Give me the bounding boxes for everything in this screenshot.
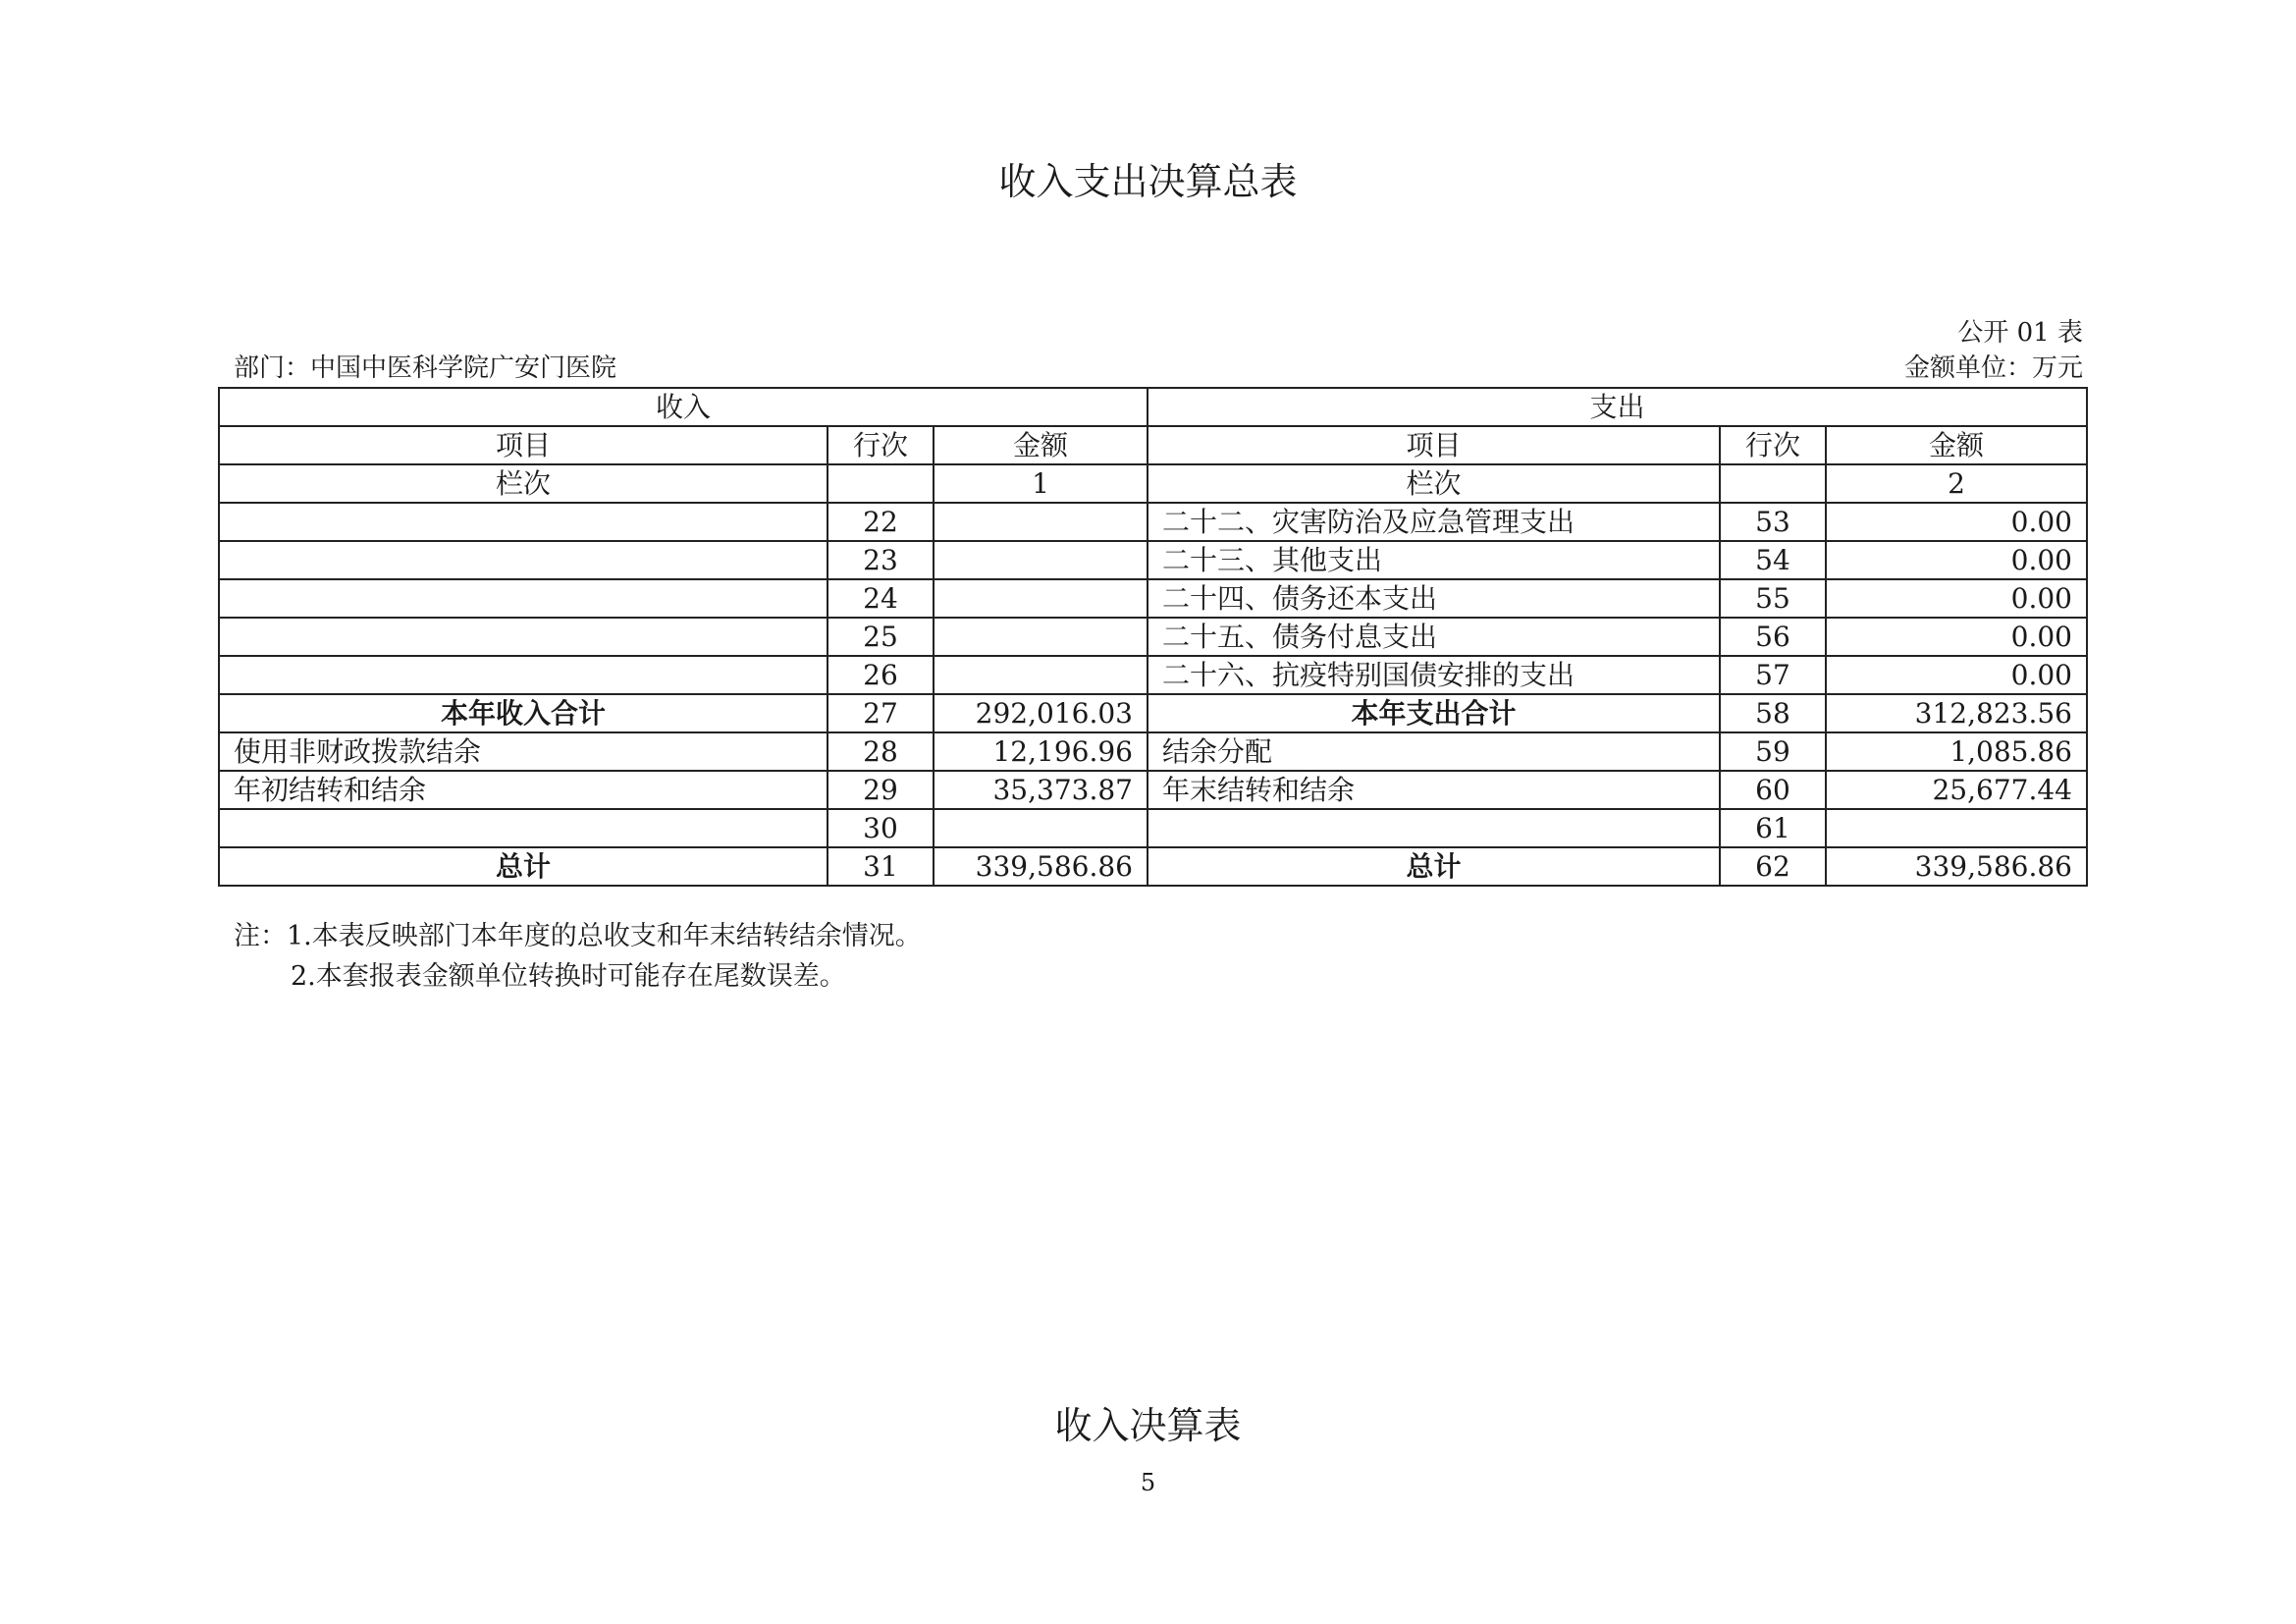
expense-amount: 339,586.86 bbox=[1826, 847, 2087, 886]
expense-item: 二十六、抗疫特别国债安排的支出 bbox=[1148, 656, 1720, 694]
empty-cell bbox=[1720, 464, 1826, 503]
expense-amount: 0.00 bbox=[1826, 656, 2087, 694]
expense-item: 二十四、债务还本支出 bbox=[1148, 579, 1720, 618]
income-line-number: 27 bbox=[828, 694, 934, 732]
department-label: 部门：中国中医科学院广安门医院 bbox=[234, 353, 617, 383]
table-section-header-row bbox=[219, 388, 2087, 426]
income-line-number: 24 bbox=[828, 579, 934, 618]
income-line-number: 31 bbox=[828, 847, 934, 886]
expense-line-number: 56 bbox=[1720, 618, 1826, 656]
expense-amount: 0.00 bbox=[1826, 503, 2087, 541]
income-amount bbox=[934, 618, 1148, 656]
expense-column-label: 栏次 bbox=[1148, 464, 1720, 503]
expense-amount-header: 金额 bbox=[1826, 426, 2087, 464]
table-row bbox=[219, 579, 2087, 618]
grand-total-row bbox=[219, 847, 2087, 886]
form-code: 公开 01 表 bbox=[1957, 318, 2083, 348]
table-row bbox=[219, 771, 2087, 809]
expense-line-number: 53 bbox=[1720, 503, 1826, 541]
expense-line-number: 54 bbox=[1720, 541, 1826, 579]
income-line-number: 28 bbox=[828, 732, 934, 771]
table-row bbox=[219, 541, 2087, 579]
expense-line-number: 60 bbox=[1720, 771, 1826, 809]
income-amount bbox=[934, 656, 1148, 694]
income-item: 年初结转和结余 bbox=[219, 771, 828, 809]
income-amount-header: 金额 bbox=[934, 426, 1148, 464]
page-title: 收入支出决算总表 bbox=[998, 160, 1298, 203]
income-amount: 12,196.96 bbox=[934, 732, 1148, 771]
expense-amount bbox=[1826, 809, 2087, 847]
income-item bbox=[219, 579, 828, 618]
expense-item: 二十五、债务付息支出 bbox=[1148, 618, 1720, 656]
expense-item: 二十三、其他支出 bbox=[1148, 541, 1720, 579]
income-amount: 35,373.87 bbox=[934, 771, 1148, 809]
expense-item-header: 项目 bbox=[1148, 426, 1720, 464]
income-item-header: 项目 bbox=[219, 426, 828, 464]
note-line-2: 2.本套报表金额单位转换时可能存在尾数误差。 bbox=[291, 961, 846, 992]
income-item bbox=[219, 656, 828, 694]
empty-cell bbox=[828, 464, 934, 503]
income-section-header: 收入 bbox=[219, 388, 1148, 426]
income-amount: 339,586.86 bbox=[934, 847, 1148, 886]
income-item bbox=[219, 541, 828, 579]
table-row bbox=[219, 503, 2087, 541]
table-row bbox=[219, 732, 2087, 771]
income-line-number: 26 bbox=[828, 656, 934, 694]
next-section-title: 收入决算表 bbox=[1054, 1404, 1242, 1447]
income-column-number: 1 bbox=[934, 464, 1148, 503]
expense-amount: 25,677.44 bbox=[1826, 771, 2087, 809]
expense-line-header: 行次 bbox=[1720, 426, 1826, 464]
expense-item: 本年支出合计 bbox=[1148, 694, 1720, 732]
income-expense-summary-table bbox=[218, 387, 2088, 887]
income-column-label: 栏次 bbox=[219, 464, 828, 503]
expense-item: 结余分配 bbox=[1148, 732, 1720, 771]
income-item bbox=[219, 618, 828, 656]
expense-amount: 1,085.86 bbox=[1826, 732, 2087, 771]
expense-amount: 0.00 bbox=[1826, 579, 2087, 618]
table-row bbox=[219, 656, 2087, 694]
expense-line-number: 62 bbox=[1720, 847, 1826, 886]
income-line-number: 30 bbox=[828, 809, 934, 847]
expense-line-number: 55 bbox=[1720, 579, 1826, 618]
expense-line-number: 59 bbox=[1720, 732, 1826, 771]
expense-item bbox=[1148, 809, 1720, 847]
income-line-number: 23 bbox=[828, 541, 934, 579]
income-line-number: 29 bbox=[828, 771, 934, 809]
amount-unit-label: 金额单位：万元 bbox=[1903, 353, 2083, 383]
expense-amount: 312,823.56 bbox=[1826, 694, 2087, 732]
table-row bbox=[219, 809, 2087, 847]
income-item bbox=[219, 503, 828, 541]
expense-item: 年末结转和结余 bbox=[1148, 771, 1720, 809]
income-item bbox=[219, 809, 828, 847]
annual-total-row bbox=[219, 694, 2087, 732]
expense-column-number: 2 bbox=[1826, 464, 2087, 503]
income-line-number: 25 bbox=[828, 618, 934, 656]
expense-item: 二十二、灾害防治及应急管理支出 bbox=[1148, 503, 1720, 541]
column-number-row bbox=[219, 464, 2087, 503]
income-line-number: 22 bbox=[828, 503, 934, 541]
table-row bbox=[219, 618, 2087, 656]
income-amount bbox=[934, 503, 1148, 541]
income-amount: 292,016.03 bbox=[934, 694, 1148, 732]
expense-section-header: 支出 bbox=[1148, 388, 2087, 426]
expense-line-number: 61 bbox=[1720, 809, 1826, 847]
income-item: 本年收入合计 bbox=[219, 694, 828, 732]
table-notes bbox=[234, 916, 922, 997]
table-column-header-row bbox=[219, 426, 2087, 464]
income-item: 总计 bbox=[219, 847, 828, 886]
expense-line-number: 57 bbox=[1720, 656, 1826, 694]
income-item: 使用非财政拨款结余 bbox=[219, 732, 828, 771]
income-line-header: 行次 bbox=[828, 426, 934, 464]
note-line-1: 注：1.本表反映部门本年度的总收支和年末结转结余情况。 bbox=[234, 921, 922, 951]
page-number: 5 bbox=[1140, 1469, 1156, 1496]
expense-amount: 0.00 bbox=[1826, 618, 2087, 656]
expense-item: 总计 bbox=[1148, 847, 1720, 886]
expense-line-number: 58 bbox=[1720, 694, 1826, 732]
income-amount bbox=[934, 579, 1148, 618]
expense-amount: 0.00 bbox=[1826, 541, 2087, 579]
income-amount bbox=[934, 809, 1148, 847]
income-amount bbox=[934, 541, 1148, 579]
